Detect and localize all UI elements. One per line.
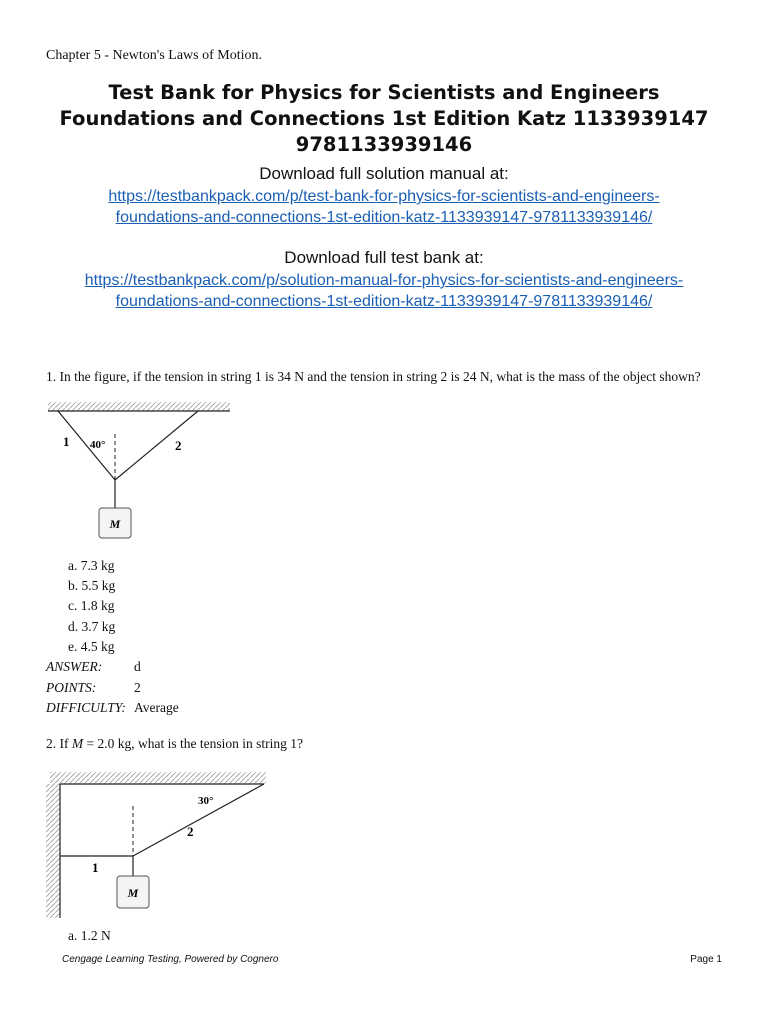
option-e: e. 4.5 kg [68,639,115,654]
difficulty-value: Average [134,700,179,715]
string-2 [115,411,198,480]
string-2-label: 2 [187,824,194,839]
page-number: Page 1 [690,954,722,965]
points-value: 2 [134,680,141,695]
chapter-heading: Chapter 5 - Newton's Laws of Motion. [46,48,262,63]
download-solution-label: Download full solution manual at: [259,164,509,183]
string-2-label: 2 [175,438,182,453]
download-testbank-link[interactable] [20,270,748,312]
link-line-1[interactable]: https://testbankpack.com/p/test-bank-for-physics-for-scientists-and-engineers- [108,188,660,205]
wall-hatching [46,784,60,918]
angle-label: 30° [198,795,214,807]
option-b: b. 5.5 kg [68,578,116,593]
question-1-figure [40,398,240,546]
question-1-text: 1. In the figure, if the tension in string 1 is 34 N and the tension in string 2 is 24 N, what is the mass of the object shown? [46,369,701,384]
string-1-label: 1 [63,434,70,449]
download-solution-link[interactable] [20,186,748,228]
title-line-3: 9781133939146 [295,133,473,156]
title-line-2: Foundations and Connections 1st Edition Katz 1133939147 [59,107,709,130]
points-label: POINTS: [46,680,97,695]
footer-credit: Cengage Learning Testing, Powered by Cognero [62,954,279,965]
link-line-2[interactable]: foundations-and-connections-1st-edition-katz-1133939147-9781133939146/ [115,209,653,226]
question-2-suffix: = 2.0 kg, what is the tension in string 1? [83,736,303,751]
difficulty-label: DIFFICULTY: [46,700,126,715]
string-1-label: 1 [92,860,99,875]
option-c: c. 1.8 kg [68,598,115,613]
title-line-1: Test Bank for Physics for Scientists and Engineers [108,81,660,104]
ceiling-hatching [48,402,230,411]
link-line-2[interactable]: foundations-and-connections-1st-edition-katz-1133939147-9781133939146/ [115,293,653,310]
ceiling-hatching [50,772,266,784]
document-title [20,80,748,158]
question-2-variable: M [71,736,84,751]
option-d: d. 3.7 kg [68,619,116,634]
question-2-text [46,736,303,752]
mass-label: M [109,517,121,531]
link-line-1[interactable]: https://testbankpack.com/p/solution-manual-for-physics-for-scientists-and-engineers- [84,272,684,289]
option-a: a. 7.3 kg [68,558,115,573]
mass-label: M [127,886,139,900]
option-a: a. 1.2 N [68,928,111,943]
angle-label: 40° [90,439,106,451]
question-2-prefix: 2. If [46,736,72,751]
download-testbank-label: Download full test bank at: [284,248,484,267]
question-2-figure [40,768,280,920]
answer-value: d [134,659,141,674]
answer-label: ANSWER: [46,659,103,674]
